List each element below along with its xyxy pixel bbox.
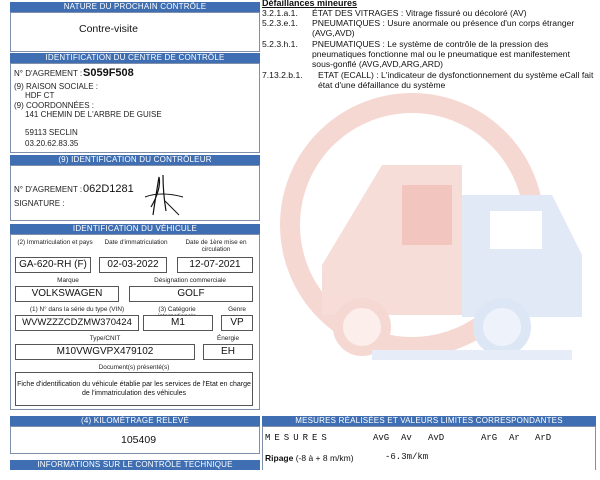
col-ard: ArD <box>535 433 552 443</box>
designation-value: GOLF <box>129 286 253 302</box>
centre-raison-value: HDF CT <box>25 91 55 100</box>
vin-label: (1) N° dans la série du type (VIN) <box>29 306 125 313</box>
energie-value: EH <box>203 344 253 360</box>
defect-text: PNEUMATIQUES : Le système de contrôle de la pression des pneumatiques fonctionne mal ou le pneumatique est manifestement sous-gonflé (AVG,AVD,ARG,ARD) <box>312 39 570 69</box>
col-ar: Ar <box>509 433 520 443</box>
categorie-label: (3) Catégorie <box>158 306 196 313</box>
centre-agrement-value: S059F508 <box>83 67 134 79</box>
col-arg: ArG <box>481 433 498 443</box>
documents-label: Document(s) présenté(s) <box>98 364 170 371</box>
watermark-logo <box>262 55 600 395</box>
marque-value: VOLKSWAGEN <box>15 286 119 302</box>
defect-text: PNEUMATIQUES : Usure anormale ou présence d'un corps étranger (AVG,AVD) <box>312 18 575 38</box>
energie-label: Énergie <box>216 335 240 342</box>
date-mise-value: 12-07-2021 <box>177 257 253 273</box>
ripage-limits: (-8 à + 8 m/km) <box>295 453 354 463</box>
centre-phone: 03.20.62.83.35 <box>25 139 79 148</box>
date-immat-value: 02-03-2022 <box>99 257 167 273</box>
defaillances-title: Défaillances mineures <box>262 0 358 8</box>
kilometrage-header: (4) KILOMÉTRAGE RELEVÉ <box>10 416 260 426</box>
genre-value: VP <box>221 315 253 331</box>
prochain-controle-header: NATURE DU PROCHAIN CONTRÔLE <box>10 2 260 12</box>
centre-header: IDENTIFICATION DU CENTRE DE CONTRÔLE <box>10 53 260 63</box>
defect-text: ETAT (ECALL) : L'indicateur de dysfonctionnement du système eCall fait état d'une défaillance du système <box>318 70 594 90</box>
controleur-header: (9) IDENTIFICATION DU CONTRÔLEUR <box>10 155 260 165</box>
defect-code: 5.2.3.h.1. <box>262 39 298 49</box>
prochain-controle-value: Contre-visite <box>79 23 138 35</box>
centre-coord-label: (9) COORDONNÉES : <box>14 101 95 110</box>
designation-label: Désignation commerciale <box>154 277 226 284</box>
marque-label: Marque <box>57 277 79 284</box>
type-label: Type/CNIT <box>89 335 121 342</box>
vin-value: WVWZZZCDZMW370424 <box>15 315 139 331</box>
centre-panel <box>10 63 260 153</box>
vehicule-panel <box>10 234 260 410</box>
date-immat-label: Date d'immatriculation <box>104 239 168 246</box>
date-mise-label: Date de 1ère mise en circulation <box>185 239 247 253</box>
centre-agrement-label: N° D'AGREMENT : <box>14 69 83 78</box>
controleur-signature-label: SIGNATURE : <box>14 199 65 208</box>
immat-label: (2) Immatriculation et pays <box>17 239 93 246</box>
signature-drawing <box>139 171 189 219</box>
defect-code: 7.13.2.b.1. <box>262 70 303 80</box>
controleur-panel <box>10 165 260 221</box>
centre-raison-label: (9) RAISON SOCIALE : <box>14 82 99 91</box>
centre-address-line1: 141 CHEMIN DE L'ARBRE DE GUISE <box>25 110 162 119</box>
categorie-value: M1 <box>143 315 213 331</box>
centre-address-line2: 59113 SECLIN <box>25 128 78 137</box>
mesures-header: MESURES RÉALISÉES ET VALEURS LIMITES CORRESPONDANTES <box>262 416 596 426</box>
controleur-agrement-value: 062D1281 <box>83 183 134 195</box>
prochain-controle-panel <box>10 12 260 52</box>
infos-header: INFORMATIONS SUR LE CONTRÔLE TECHNIQUE DÉFAVORABLE <box>10 460 260 470</box>
ripage-label <box>265 453 354 463</box>
kilometrage-panel <box>10 426 260 454</box>
defect-code: 5.2.3.e.1. <box>262 18 298 28</box>
vehicule-header: IDENTIFICATION DU VÉHICULE <box>10 224 260 234</box>
mesures-panel <box>262 426 596 470</box>
genre-label: Genre <box>228 306 246 313</box>
controleur-agrement-label: N° D'AGREMENT : <box>14 185 83 194</box>
defect-code: 3.2.1.a.1. <box>262 8 298 18</box>
col-avd: AvD <box>428 433 445 443</box>
kilometrage-value: 105409 <box>121 434 157 446</box>
ripage-value: -6.3m/km <box>385 452 429 462</box>
documents-value: Fiche d'identification du véhicule établie par les services de l'Etat en charge de l'immatriculation des véhicules <box>15 372 253 406</box>
type-value: M10VWGVPX479102 <box>15 344 195 360</box>
col-avg: AvG <box>373 433 390 443</box>
defect-text: ÉTAT DES VITRAGES : Vitrage fissuré ou décoloré (AV) <box>312 8 527 18</box>
immat-value: GA-620-RH (F) <box>15 257 91 273</box>
ripage-name: Ripage <box>265 453 294 463</box>
mesures-label: MESURES <box>265 433 331 443</box>
col-av: Av <box>401 433 412 443</box>
